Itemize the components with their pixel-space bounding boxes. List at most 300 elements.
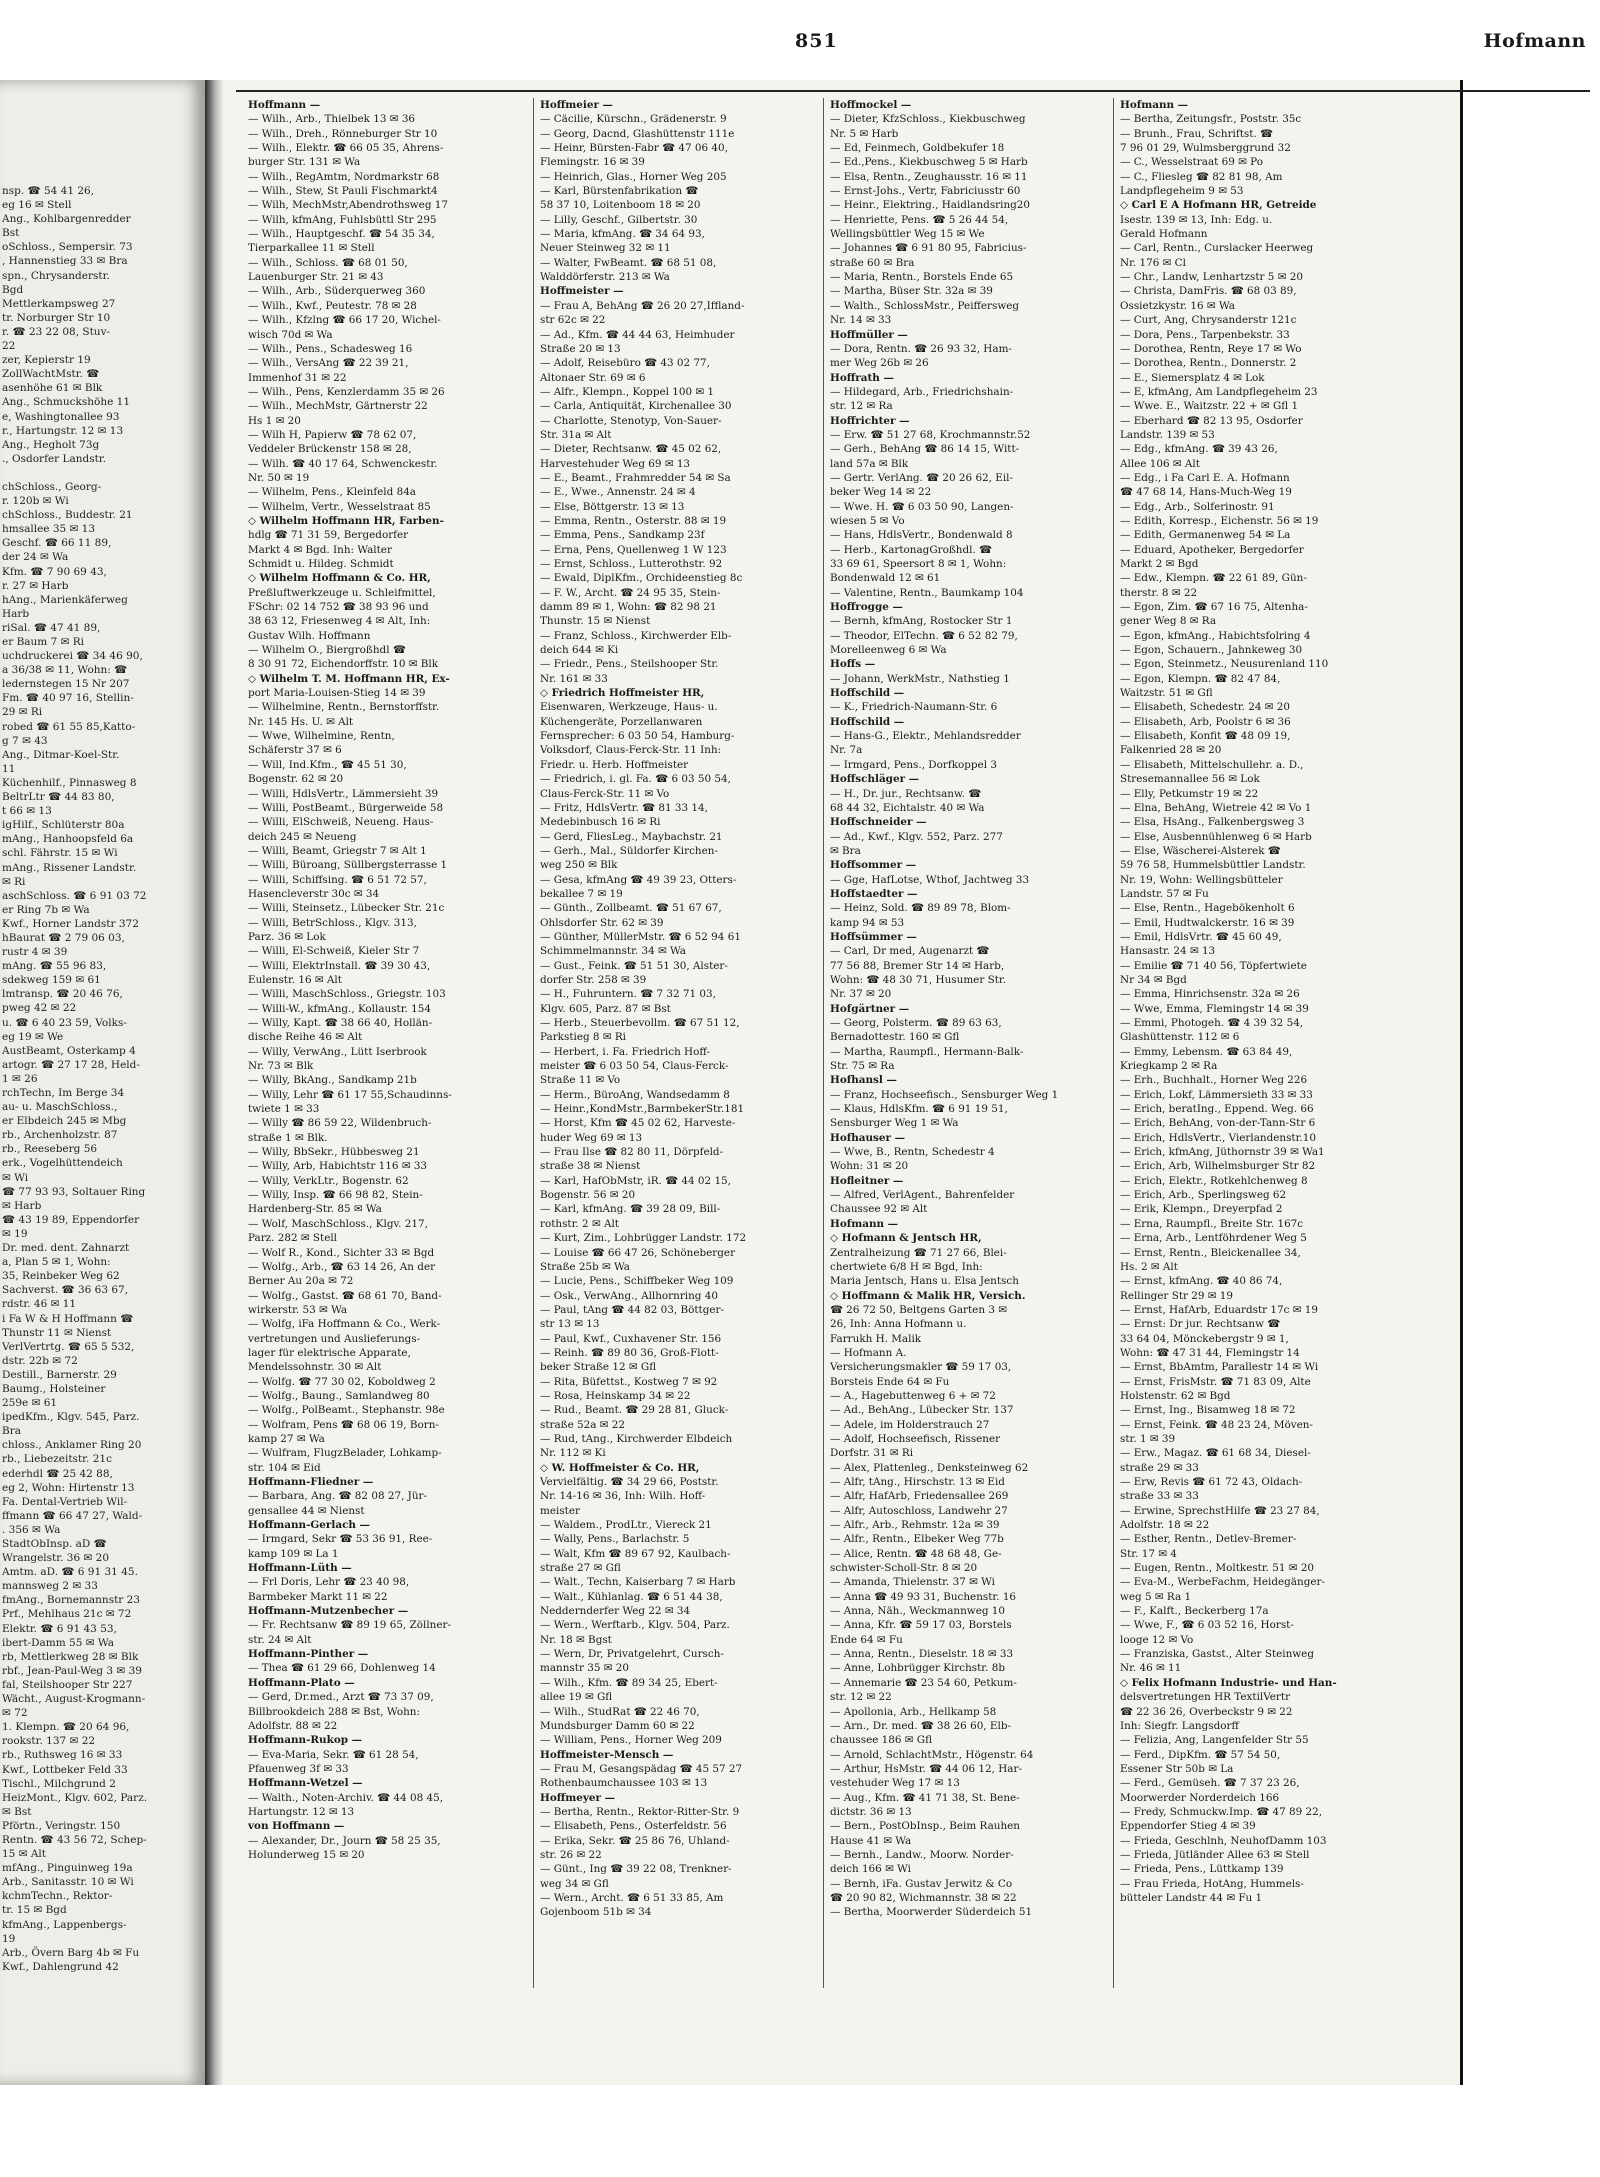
directory-entry-line: — Ernst, BbAmtm, Parallestr 14 ✉ Wi bbox=[1120, 1361, 1319, 1374]
directory-entry-line: Hofhauser — bbox=[830, 1131, 906, 1144]
directory-entry-line: — Emmy, Lebensm. ☎ 63 84 49, bbox=[1120, 1045, 1293, 1058]
directory-entry-line: — Horst, Kfm ☎ 45 02 62, Harveste- bbox=[540, 1117, 736, 1130]
directory-entry-line: — Wulfram, FlugzBelader, Lohkamp- bbox=[248, 1447, 442, 1460]
page-header bbox=[240, 30, 1586, 58]
directory-entry-line: — Ernst, FrisMstr. ☎ 71 83 09, Alte bbox=[1120, 1375, 1311, 1388]
directory-entry-line: — Ernst: Dr jur. Rechtsanw ☎ bbox=[1120, 1318, 1281, 1331]
directory-entry-line: ◇ Carl E A Hofmann HR, Getreide bbox=[1120, 199, 1317, 212]
directory-entry-line: — Willy, VerkLtr., Bogenstr. 62 bbox=[248, 1174, 409, 1187]
directory-entry-line: — Hans, HdlsVertr., Bondenwald 8 bbox=[830, 529, 1013, 542]
previous-page-line: eg 2, Wohn: Hirtenstr 13 bbox=[2, 1481, 135, 1494]
directory-entry-line: str. 12 ✉ 22 bbox=[830, 1691, 892, 1704]
previous-page-line: t 66 ✉ 13 bbox=[2, 805, 52, 818]
directory-entry-line: Medebinbusch 16 ✉ Ri bbox=[540, 816, 661, 829]
previous-page-line: er Baum 7 ✉ Ri bbox=[2, 636, 85, 648]
directory-entry-line: twiete 1 ✉ 33 bbox=[248, 1103, 320, 1116]
previous-page-line: , Hannenstieg 33 ✉ Bra bbox=[2, 255, 128, 268]
previous-page-line: Bra bbox=[2, 1425, 21, 1438]
directory-entry-line: — Willi, El-Schweiß, Kieler Str 7 bbox=[248, 945, 420, 958]
directory-entry-line: — Wilh. ☎ 40 17 64, Schwenckestr. bbox=[248, 457, 438, 470]
directory-entry-line: — Edg., Arb., Solferinostr. 91 bbox=[1120, 500, 1275, 513]
directory-entry-line: — Walth., Noten-Archiv. ☎ 44 08 45, bbox=[248, 1791, 444, 1804]
directory-entry-line: — Emil, HdlsVrtr. ☎ 45 60 49, bbox=[1120, 930, 1282, 943]
directory-entry-line: vertretungen und Auslieferungs- bbox=[248, 1332, 421, 1345]
previous-page-line: Kwf., Dahlengrund 42 bbox=[2, 1960, 119, 1973]
directory-entry-line: deich 166 ✉ Wi bbox=[830, 1863, 911, 1876]
directory-entry-line: — Anna, Kfr. ☎ 59 17 03, Borstels bbox=[830, 1619, 1012, 1632]
directory-entry-line: vestehuder Weg 17 ✉ 13 bbox=[830, 1777, 960, 1790]
previous-page-line: 29 ✉ Ri bbox=[2, 706, 43, 719]
directory-entry-line: — Franz, Schloss., Kirchwerder Elb- bbox=[540, 629, 732, 642]
directory-entry-line: — Frl Doris, Lehr ☎ 23 40 98, bbox=[248, 1576, 410, 1589]
directory-entry-line: hdlg ☎ 71 31 59, Bergedorfer bbox=[248, 529, 409, 542]
directory-entry-line: — Erw., Magaz. ☎ 61 68 34, Diesel- bbox=[1120, 1447, 1311, 1460]
directory-entry-line: Hoffrogge — bbox=[830, 601, 903, 614]
directory-entry-line: — Hildegard, Arb., Friedrichshain- bbox=[830, 385, 1014, 398]
directory-entry-line: Moorwerder Norderdeich 166 bbox=[1120, 1791, 1280, 1804]
directory-entry-line: — Wilh, MechMstr,Abendrothsweg 17 bbox=[248, 199, 448, 212]
directory-entry-line: — F., Kalft., Beckerberg 17a bbox=[1120, 1605, 1269, 1618]
directory-entry-line: ◇ Hofmann & Jentsch HR, bbox=[830, 1232, 982, 1245]
directory-entry-line: 26, Inh: Anna Hofmann u. bbox=[830, 1318, 967, 1331]
directory-entry-line: straße 29 ✉ 33 bbox=[1120, 1461, 1199, 1474]
column-divider bbox=[823, 98, 824, 1988]
directory-entry-line: Immenhof 31 ✉ 22 bbox=[248, 371, 347, 384]
previous-page-line: chSchloss., Buddestr. 21 bbox=[2, 509, 133, 522]
directory-entry-line: — Edith, Korresp., Eichenstr. 56 ✉ 19 bbox=[1120, 514, 1319, 527]
directory-entry-line: — Willi, Steinsetz., Lübecker Str. 21c bbox=[248, 902, 445, 915]
directory-entry-line: Berner Au 20a ✉ 72 bbox=[248, 1275, 354, 1288]
directory-entry-line: — Wwe, Wilhelmine, Rentn, bbox=[248, 730, 395, 743]
directory-entry-line: 59 76 58, Hummelsbüttler Landstr. bbox=[1120, 859, 1306, 872]
directory-entry-line: — Apollonia, Arb., Hellkamp 58 bbox=[830, 1705, 997, 1718]
directory-entry-line: — Willy ☎ 86 59 22, Wildenbruch- bbox=[248, 1117, 432, 1130]
directory-entry-line: str. 12 ✉ Ra bbox=[830, 400, 893, 413]
previous-page-line: Sachverst. ☎ 36 63 67, bbox=[2, 1284, 129, 1297]
directory-entry-line: — Willi-W., kfmAng., Kollaustr. 154 bbox=[248, 1002, 431, 1015]
directory-entry-line: — Frau A, BehAng ☎ 26 20 27,Iffland- bbox=[540, 299, 745, 312]
directory-entry-line: — Wern., Archt. ☎ 6 51 33 85, Am bbox=[540, 1891, 724, 1904]
directory-entry-line: — Wilh., Hauptgeschf. ☎ 54 35 34, bbox=[248, 228, 435, 241]
directory-entry-line: — Willi, HdlsVertr., Lämmersieht 39 bbox=[248, 787, 439, 800]
directory-entry-line: — Günth., Zollbeamt. ☎ 51 67 67, bbox=[540, 902, 722, 915]
directory-entry-line: Eppendorfer Stieg 4 ✉ 39 bbox=[1120, 1820, 1256, 1833]
directory-entry-line: mannstr 35 ✉ 20 bbox=[540, 1662, 629, 1675]
directory-entry-line: — Charlotte, Stenotyp, Von-Sauer- bbox=[540, 414, 722, 427]
directory-entry-line: Friedr. u. Herb. Hoffmeister bbox=[540, 758, 689, 771]
directory-entry-line: — Rita, Büfettst., Kostweg 7 ✉ 92 bbox=[540, 1375, 718, 1388]
directory-entry-line: — Eberhard ☎ 82 13 95, Osdorfer bbox=[1120, 414, 1303, 427]
directory-entry-line: Landstr. 139 ✉ 53 bbox=[1120, 428, 1215, 441]
previous-page-line: mAng. ☎ 55 96 83, bbox=[2, 960, 107, 973]
directory-entry-line: — Emma, Rentn., Osterstr. 88 ✉ 19 bbox=[540, 514, 727, 527]
directory-entry-line: Küchengeräte, Porzellanwaren bbox=[540, 715, 703, 728]
directory-entry-line: 68 44 32, Eichtalstr. 40 ✉ Wa bbox=[830, 801, 985, 814]
directory-entry-line: — Henriette, Pens. ☎ 5 26 44 54, bbox=[830, 213, 1009, 226]
directory-entry-line: Eulenstr. 16 ✉ Alt bbox=[248, 973, 342, 986]
previous-page-line: kchmTechn., Rektor- bbox=[2, 1890, 113, 1903]
directory-entry-line: Inh: Siegfr. Langsdorff bbox=[1120, 1719, 1239, 1732]
previous-page-line: tr. 15 ✉ Bgd bbox=[2, 1904, 67, 1917]
directory-entry-line: — Adele, im Holderstrauch 27 bbox=[830, 1418, 990, 1431]
directory-entry-line: Pfauenweg 3f ✉ 33 bbox=[248, 1762, 349, 1775]
directory-entry-line: Walddörferstr. 213 ✉ Wa bbox=[540, 271, 670, 284]
directory-entry-line: Nr. 7a bbox=[830, 744, 863, 757]
directory-entry-line: Nr 34 ✉ Bgd bbox=[1120, 973, 1187, 986]
directory-entry-line: — Wern, Dr, Privatgelehrt, Cursch- bbox=[540, 1648, 724, 1661]
directory-entry-line: — Erich, Elektr., Rotkehlchenweg 8 bbox=[1120, 1174, 1308, 1187]
directory-entry-line: Thunstr. 15 ✉ Nienst bbox=[540, 615, 651, 628]
directory-entry-line: — Theodor, ElTechn. ☎ 6 52 82 79, bbox=[830, 629, 1018, 642]
directory-entry-line: — Ed.,Pens., Kiekbuschweg 5 ✉ Harb bbox=[830, 156, 1028, 169]
directory-entry-line: — Wilhelm, Pens., Kleinfeld 84a bbox=[248, 486, 417, 499]
directory-entry-line: burger Str. 131 ✉ Wa bbox=[248, 156, 361, 169]
directory-entry-line: — Reinh. ☎ 89 80 36, Groß-Flott- bbox=[540, 1346, 719, 1359]
previous-page-line: Kwf., Horner Landstr 372 bbox=[2, 917, 139, 930]
directory-entry-line: dorfer Str. 258 ✉ 39 bbox=[540, 973, 647, 986]
directory-entry-line: ◇ Friedrich Hoffmeister HR, bbox=[540, 687, 705, 700]
directory-entry-line: Kriegkamp 2 ✉ Ra bbox=[1120, 1060, 1218, 1073]
directory-entry-line: Wellingsbüttler Weg 15 ✉ We bbox=[830, 228, 985, 241]
previous-page-line: . 356 ✉ Wa bbox=[2, 1523, 61, 1536]
directory-entry-line: — Willi, Büroang, Süllbergsterrasse 1 bbox=[248, 859, 448, 872]
directory-entry-line: — Alfr, tAng., Hirschstr. 13 ✉ Eid bbox=[830, 1476, 1005, 1488]
directory-entry-line: — Wilh., Elektr. ☎ 66 05 35, Ahrens- bbox=[248, 142, 444, 155]
directory-entry-line: Holstenstr. 62 ✉ Bgd bbox=[1120, 1389, 1231, 1402]
previous-page-line: riSal. ☎ 47 41 89, bbox=[2, 621, 101, 634]
directory-entry-line: Straße 20 ✉ 13 bbox=[540, 342, 621, 355]
previous-page-line: 1 ✉ 26 bbox=[2, 1072, 38, 1085]
directory-entry-line: — Erich, Arb., Sperlingsweg 62 bbox=[1120, 1189, 1287, 1202]
previous-page-line: Tischl., Milchgrund 2 bbox=[2, 1777, 116, 1790]
directory-entry-line: — Wilh, kfmAng, Fuhlsbüttl Str 295 bbox=[248, 213, 437, 226]
directory-entry-line: Str. 17 ✉ 4 bbox=[1120, 1547, 1177, 1560]
directory-entry-line: dische Reihe 46 ✉ Alt bbox=[248, 1031, 363, 1044]
directory-entry-line: str. 26 ✉ 22 bbox=[540, 1848, 602, 1861]
directory-entry-line: — Bernh, iFa. Gustav Jerwitz & Co bbox=[830, 1877, 1013, 1890]
directory-entry-line: — Dorothea, Rentn., Donnerstr. 2 bbox=[1120, 357, 1297, 370]
directory-entry-line: — Walter, FwBeamt. ☎ 68 51 08, bbox=[540, 256, 717, 269]
directory-entry-line: — Herb., KartonagGroßhdl. ☎ bbox=[830, 543, 993, 556]
directory-entry-line: — Eduard, Apotheker, Bergedorfer bbox=[1120, 543, 1304, 556]
directory-entry-line: straße 1 ✉ Blk. bbox=[248, 1131, 328, 1144]
directory-entry-line: deich 245 ✉ Neueng bbox=[248, 830, 357, 843]
previous-page-column bbox=[2, 184, 192, 1974]
directory-entry-line: Nr. 50 ✉ 19 bbox=[248, 471, 310, 484]
directory-entry-line: — Wally, Pens., Barlachstr. 5 bbox=[540, 1533, 690, 1546]
previous-page-line bbox=[2, 466, 192, 480]
directory-entry-line: Hoffmeister — bbox=[540, 285, 624, 298]
directory-entry-line: — Eva-Maria, Sekr. ☎ 61 28 54, bbox=[248, 1748, 419, 1761]
directory-entry-line: — Wwe. E., Waitzstr. 22 + ✉ Gfl 1 bbox=[1120, 400, 1299, 413]
directory-entry-line: — Willy, Lehr ☎ 61 17 55,Schaudinns- bbox=[248, 1088, 452, 1101]
directory-entry-line: — Wilh., Kfm. ☎ 89 34 25, Ebert- bbox=[540, 1676, 718, 1689]
previous-page-edge bbox=[0, 80, 207, 2085]
previous-page-line: mAng., Rissener Landstr. bbox=[2, 861, 137, 874]
previous-page-line: Baumg., Holsteiner bbox=[2, 1382, 106, 1395]
directory-entry-line: Nr. 46 ✉ 11 bbox=[1120, 1662, 1182, 1675]
previous-page-line: igHilf., Schlüterstr 80a bbox=[2, 819, 125, 832]
directory-entry-line: — Georg, Polsterm. ☎ 89 63 63, bbox=[830, 1017, 1002, 1029]
directory-entry-line: chertwiete 6/8 H ✉ Bgd, Inh: bbox=[830, 1260, 983, 1273]
directory-entry-line: — Gerd, FliesLeg., Maybachstr. 21 bbox=[540, 830, 723, 843]
directory-entry-line: rothstr. 2 ✉ Alt bbox=[540, 1217, 619, 1230]
directory-entry-line: — Franz, Hochseefisch., Sensburger Weg 1 bbox=[830, 1088, 1059, 1101]
directory-entry-line: Bondenwald 12 ✉ 61 bbox=[830, 572, 941, 585]
directory-entry-line: Nr. 18 ✉ Bgst bbox=[540, 1633, 612, 1646]
directory-entry-line: land 57a ✉ Blk bbox=[830, 457, 909, 470]
directory-entry-line: mer Weg 26b ✉ 26 bbox=[830, 357, 929, 370]
directory-entry-line: — Wilh., Pens., Schadesweg 16 bbox=[248, 342, 413, 355]
previous-page-line: hAng., Marienkäferweg bbox=[2, 593, 128, 606]
directory-entry-line: looge 12 ✉ Vo bbox=[1120, 1633, 1194, 1646]
directory-entry-line: Allee 106 ✉ Alt bbox=[1120, 457, 1200, 470]
directory-entry-line: — Walth., SchlossMstr., Peiffersweg bbox=[830, 299, 1020, 312]
previous-page-line: ☎ 43 19 89, Eppendorfer bbox=[2, 1213, 140, 1226]
previous-page-line: rdstr. 46 ✉ 11 bbox=[2, 1298, 77, 1311]
previous-page-line: ederhdl ☎ 25 42 88, bbox=[2, 1467, 113, 1480]
directory-entry-line: — Eva-M., WerbeFachm, Heidegänger- bbox=[1120, 1576, 1325, 1589]
directory-entry-line: — Karl, HafObMstr, iR. ☎ 44 02 15, bbox=[540, 1174, 731, 1187]
directory-entry-line: beker Weg 14 ✉ 22 bbox=[830, 486, 932, 499]
directory-entry-line: weg 34 ✉ Gfl bbox=[540, 1877, 609, 1890]
previous-page-line: BeltrLtr ☎ 44 83 80, bbox=[2, 791, 115, 804]
previous-page-line: chloss., Anklamer Ring 20 bbox=[2, 1439, 142, 1452]
directory-entry-line: — Else, Böttgerstr. 13 ✉ 13 bbox=[540, 500, 685, 513]
directory-entry-line: 77 56 88, Bremer Str 14 ✉ Harb, bbox=[830, 959, 1005, 972]
previous-page-line: ffmann ☎ 66 47 27, Wald- bbox=[2, 1509, 143, 1522]
directory-entry-line: — Alfr, Autoschloss, Landwehr 27 bbox=[830, 1504, 1008, 1517]
previous-page-line: 22 bbox=[2, 340, 16, 353]
previous-page-line: ledernstegen 15 Nr 207 bbox=[2, 678, 130, 691]
directory-entry-line: Nr. 161 ✉ 33 bbox=[540, 672, 608, 685]
directory-entry-line: Neuer Steinweg 32 ✉ 11 bbox=[540, 242, 671, 255]
directory-entry-line: Hoffmeister-Mensch — bbox=[540, 1748, 674, 1761]
directory-entry-line: Hoffmann-Plato — bbox=[248, 1676, 355, 1689]
previous-page-line: Pförtn., Veringstr. 150 bbox=[2, 1819, 121, 1832]
directory-entry-line: — Wwe, Emma, Flemingstr 14 ✉ 39 bbox=[1120, 1002, 1309, 1015]
directory-entry-line: — Eugen, Rentn., Moltkestr. 51 ✉ 20 bbox=[1120, 1562, 1315, 1575]
column-divider bbox=[533, 98, 534, 1988]
directory-entry-line: — Wilh., Kwf., Peutestr. 78 ✉ 28 bbox=[248, 299, 417, 312]
directory-entry-line: — Elly, Petkumstr 19 ✉ 22 bbox=[1120, 787, 1259, 800]
directory-entry-line: Vervielfältig. ☎ 34 29 66, Poststr. bbox=[540, 1476, 719, 1488]
previous-page-line: rustr 4 ✉ 39 bbox=[2, 946, 68, 959]
directory-entry-line: ◇ Wilhelm Hoffmann & Co. HR, bbox=[248, 572, 431, 585]
directory-entry-line: — Gerd, Dr.med., Arzt ☎ 73 37 09, bbox=[248, 1691, 434, 1704]
directory-entry-line: — Arnold, SchlachtMstr., Högenstr. 64 bbox=[830, 1748, 1034, 1761]
directory-entry-line: port Maria-Louisen-Stieg 14 ✉ 39 bbox=[248, 687, 426, 700]
previous-page-line: tr. Norburger Str 10 bbox=[2, 311, 111, 324]
directory-entry-line: ☎ 22 36 26, Overbeckstr 9 ✉ 22 bbox=[1120, 1705, 1293, 1718]
previous-page-line: 259e ✉ 61 bbox=[2, 1397, 58, 1410]
directory-entry-line: — Herbert, i. Fa. Friedrich Hoff- bbox=[540, 1045, 710, 1058]
directory-entry-line: Markt 4 ✉ Bgd. Inh: Walter bbox=[248, 543, 392, 556]
directory-entry-line: — Amanda, Thielenstr. 37 ✉ Wi bbox=[830, 1576, 995, 1589]
directory-entry-line: Flemingstr. 16 ✉ 39 bbox=[540, 156, 645, 169]
directory-entry-line: — Herb., Steuerbevollm. ☎ 67 51 12, bbox=[540, 1017, 740, 1029]
directory-entry-line: — Wilh., Pens, Kenzlerdamm 35 ✉ 26 bbox=[248, 385, 445, 398]
directory-entry-line: Nr. 176 ✉ Cl bbox=[1120, 256, 1186, 269]
directory-entry-line: — Else, Ausbennühlenweg 6 ✉ Harb bbox=[1120, 830, 1312, 843]
directory-entry-line: — Alfr, HafArb, Friedensallee 269 bbox=[830, 1490, 1009, 1503]
previous-page-line: Prf., Mehlhaus 21c ✉ 72 bbox=[2, 1608, 132, 1621]
directory-entry-line: — Edith, Germanenweg 54 ✉ La bbox=[1120, 529, 1291, 542]
directory-entry-line: Wohn: ☎ 48 30 71, Husumer Str. bbox=[830, 973, 1007, 986]
directory-entry-line: Schäferstr 37 ✉ 6 bbox=[248, 744, 342, 757]
previous-page-line: r. ☎ 23 22 08, Stuv- bbox=[2, 325, 111, 338]
directory-entry-line: — Emmi, Photogeh. ☎ 4 39 32 54, bbox=[1120, 1017, 1304, 1029]
directory-entry-line: Parz. 36 ✉ Lok bbox=[248, 930, 326, 943]
directory-entry-line: Hoffmann — bbox=[248, 99, 321, 111]
directory-column-4 bbox=[1120, 98, 1448, 1905]
directory-entry-line: Neddernderfer Weg 22 ✉ 34 bbox=[540, 1605, 691, 1618]
directory-column-1 bbox=[248, 98, 526, 1862]
directory-entry-line: Bogenstr. 56 ✉ 20 bbox=[540, 1189, 636, 1202]
directory-entry-line: Claus-Ferck-Str. 11 ✉ Vo bbox=[540, 787, 670, 800]
directory-entry-line: — Erich, BehAng, von-der-Tann-Str 6 bbox=[1120, 1117, 1316, 1130]
directory-entry-line: ✉ Bra bbox=[830, 844, 861, 857]
directory-entry-line: — C., Wesselstraat 69 ✉ Po bbox=[1120, 156, 1264, 169]
directory-entry-line: — Edw., Klempn. ☎ 22 61 89, Gün- bbox=[1120, 572, 1307, 585]
directory-entry-line: — Willi, Schiffsing. ☎ 6 51 72 57, bbox=[248, 873, 427, 886]
directory-entry-line: kamp 94 ✉ 53 bbox=[830, 916, 905, 929]
previous-page-line: ☎ 77 93 93, Soltauer Ring bbox=[2, 1185, 146, 1198]
directory-entry-line: — Brunh., Frau, Schriftst. ☎ bbox=[1120, 127, 1273, 140]
directory-entry-line: — Willi, PostBeamt., Bürgerweide 58 bbox=[248, 801, 444, 814]
directory-entry-line: — Wern., Werftarb., Klgv. 504, Parz. bbox=[540, 1619, 730, 1632]
directory-entry-line: — K., Friedrich-Naumann-Str. 6 bbox=[830, 701, 998, 714]
directory-entry-line: Lauenburger Str. 21 ✉ 43 bbox=[248, 271, 384, 284]
directory-entry-line: bekallee 7 ✉ 19 bbox=[540, 887, 623, 900]
previous-page-line: rchTechn, Im Berge 34 bbox=[2, 1087, 125, 1099]
directory-entry-line: Essener Str 50b ✉ La bbox=[1120, 1762, 1234, 1775]
directory-entry-line: Hause 41 ✉ Wa bbox=[830, 1834, 912, 1847]
directory-entry-line: Hoffmann-Mutzenbecher — bbox=[248, 1605, 409, 1618]
directory-entry-line: — Georg, Dacnd, Glashüttenstr 111e bbox=[540, 127, 735, 140]
directory-entry-line: — Elna, BehAng, Wietreie 42 ✉ Vo 1 bbox=[1120, 801, 1312, 814]
previous-page-line: Ang., Hegholt 73g bbox=[2, 438, 100, 451]
directory-entry-line: — Alfr., Arb., Rehmstr. 12a ✉ 39 bbox=[830, 1519, 1000, 1532]
previous-page-line: ✉ Wi bbox=[2, 1171, 29, 1184]
directory-entry-line: — Elisabeth, Schedestr. 24 ✉ 20 bbox=[1120, 701, 1290, 714]
directory-entry-line: — Heinr., Elektring., Haidlandsring20 bbox=[830, 199, 1031, 212]
directory-entry-line: — Ernst, kfmAng. ☎ 40 86 74, bbox=[1120, 1275, 1283, 1288]
directory-entry-line: — Alice, Rentn. ☎ 48 68 48, Ge- bbox=[830, 1547, 1002, 1560]
previous-page-line: Dr. med. dent. Zahnarzt bbox=[2, 1242, 130, 1255]
directory-entry-line: meister bbox=[540, 1504, 580, 1517]
directory-entry-line: von Hoffmann — bbox=[248, 1820, 345, 1833]
directory-entry-line: — Johann, WerkMstr., Nathstieg 1 bbox=[830, 672, 1010, 685]
directory-entry-line: Bogenstr. 62 ✉ 20 bbox=[248, 773, 344, 786]
directory-entry-line: — Frau Ilse ☎ 82 80 11, Dörpfeld- bbox=[540, 1146, 724, 1159]
directory-entry-line: — Wolfg. ☎ 77 30 02, Koboldweg 2 bbox=[248, 1375, 436, 1388]
directory-entry-line: Harvestehuder Weg 69 ✉ 13 bbox=[540, 457, 691, 470]
directory-entry-line: — A., Hagebuttenweg 6 + ✉ 72 bbox=[830, 1389, 996, 1402]
directory-entry-line: — Ewald, DiplKfm., Orchideenstieg 8c bbox=[540, 572, 743, 585]
directory-entry-line: kamp 109 ✉ La 1 bbox=[248, 1547, 339, 1560]
previous-page-line: Fa. Dental-Vertrieb Wil- bbox=[2, 1495, 128, 1508]
directory-entry-line: Falkenried 28 ✉ 20 bbox=[1120, 744, 1222, 757]
directory-entry-line: Klgv. 605, Parz. 87 ✉ Bst bbox=[540, 1002, 671, 1015]
directory-entry-line: — Karl, Bürstenfabrikation ☎ bbox=[540, 185, 699, 198]
directory-entry-line: — Ad., BehAng., Lübecker Str. 137 bbox=[830, 1404, 1014, 1417]
directory-entry-line: Altonaer Str. 69 ✉ 6 bbox=[540, 371, 646, 384]
directory-entry-line: — Carl, Rentn., Curslacker Heerweg bbox=[1120, 242, 1314, 255]
directory-entry-line: — Wilh., StudRat ☎ 22 46 70, bbox=[540, 1705, 700, 1718]
directory-entry-line: — Willy, VerwAng., Lütt Iserbrook bbox=[248, 1045, 427, 1058]
directory-entry-line: Farrukh H. Malik bbox=[830, 1332, 922, 1345]
previous-page-line: asenhöhe 61 ✉ Blk bbox=[2, 382, 103, 395]
directory-entry-line: — Adolf, Hochseefisch, Rissener bbox=[830, 1432, 1001, 1445]
previous-page-line: mAng., Hanhoopsfeld 6a bbox=[2, 833, 134, 846]
directory-entry-line: therstr. 8 ✉ 22 bbox=[1120, 586, 1198, 599]
directory-entry-line: Nr. 14 ✉ 33 bbox=[830, 314, 892, 327]
directory-entry-line: Nr. 14-16 ✉ 36, Inh: Wilh. Hoff- bbox=[540, 1490, 706, 1503]
directory-entry-line: Ohlsdorfer Str. 62 ✉ 39 bbox=[540, 916, 664, 929]
previous-page-line: hBaurat ☎ 2 79 06 03, bbox=[2, 931, 125, 944]
directory-entry-line: Nr. 73 ✉ Blk bbox=[248, 1060, 314, 1073]
directory-entry-line: — Annemarie ☎ 23 54 60, Petkum- bbox=[830, 1676, 1017, 1689]
directory-entry-line: ☎ 20 90 82, Wichmannstr. 38 ✉ 22 bbox=[830, 1891, 1017, 1904]
directory-entry-line: — Ernst, Schloss., Lutterothstr. 92 bbox=[540, 558, 723, 570]
directory-entry-line: — Kurt, Zim., Lohbrügger Landstr. 172 bbox=[540, 1232, 747, 1245]
directory-entry-line: huder Weg 69 ✉ 13 bbox=[540, 1131, 643, 1144]
directory-entry-line: — Alex, Plattenleg., Denksteinweg 62 bbox=[830, 1461, 1029, 1474]
previous-page-line: i Fa W & H Hoffmann ☎ bbox=[2, 1312, 134, 1325]
directory-entry-line: — Cäcilie, Kürschn., Grädenerstr. 9 bbox=[540, 113, 727, 126]
directory-entry-line: — Ad., Kfm. ☎ 44 44 63, Heimhuder bbox=[540, 328, 735, 341]
directory-entry-line: — Egon, Klempn. ☎ 82 47 84, bbox=[1120, 672, 1281, 685]
directory-entry-line: — Wilhelm O., Biergroßhdl ☎ bbox=[248, 644, 406, 657]
directory-entry-line: meister ☎ 6 03 50 54, Claus-Ferck- bbox=[540, 1060, 729, 1073]
previous-page-line: g 7 ✉ 43 bbox=[2, 734, 48, 747]
directory-entry-line: weg 5 ✉ Ra 1 bbox=[1120, 1590, 1192, 1603]
previous-page-line: kfmAng., Lappenbergs- bbox=[2, 1918, 127, 1931]
directory-entry-line: 33 69 61, Speersort 8 ✉ 1, Wohn: bbox=[830, 558, 1007, 570]
directory-entry-line: — Johannes ☎ 6 91 80 95, Fabricius- bbox=[830, 242, 1027, 255]
directory-entry-line: — Dorothea, Rentn, Reye 17 ✉ Wo bbox=[1120, 342, 1302, 355]
previous-page-line: rb., Liebezeitstr. 21c bbox=[2, 1453, 112, 1466]
directory-entry-line: — Herm., BüroAng, Wandsedamm 8 bbox=[540, 1088, 730, 1101]
directory-entry-line: — Lilly, Geschf., Gilbertstr. 30 bbox=[540, 213, 698, 226]
directory-entry-line: — Wolfg., Arb., ☎ 63 14 26, An der bbox=[248, 1260, 436, 1273]
directory-entry-line: — Dieter, KfzSchloss., Kiekbuschweg bbox=[830, 113, 1026, 126]
directory-entry-line: — Willi, Beamt, Griegstr 7 ✉ Alt 1 bbox=[248, 844, 427, 857]
directory-entry-line: Hoffmockel — bbox=[830, 99, 912, 111]
directory-entry-line: — Bertha, Rentn., Rektor-Ritter-Str. 9 bbox=[540, 1805, 740, 1818]
previous-page-line: Geschf. ☎ 66 11 89, bbox=[2, 537, 112, 550]
previous-page-line: Wächt., August-Krogmann- bbox=[2, 1693, 146, 1706]
directory-entry-line: — Elisabeth, Arb, Poolstr 6 ✉ 36 bbox=[1120, 715, 1291, 728]
directory-entry-line: — Frieda, Jütländer Allee 63 ✉ Stell bbox=[1120, 1848, 1310, 1861]
directory-entry-line: ◇ W. Hoffmeister & Co. HR, bbox=[540, 1461, 700, 1474]
directory-entry-line: Morelleenweg 6 ✉ Wa bbox=[830, 644, 947, 657]
directory-entry-line: — Erich, HdlsVertr., Vierlandenstr.10 bbox=[1120, 1131, 1316, 1144]
directory-entry-line: Chaussee 92 ✉ Alt bbox=[830, 1203, 928, 1216]
directory-entry-line: Veddeler Brückenstr 158 ✉ 28, bbox=[248, 443, 412, 456]
directory-entry-line: — Wwe. H. ☎ 6 03 50 90, Langen- bbox=[830, 500, 1014, 513]
directory-entry-line: — Arthur, HsMstr. ☎ 44 06 12, Har- bbox=[830, 1762, 1022, 1775]
directory-entry-line: ◇ Wilhelm Hoffmann HR, Farben- bbox=[248, 514, 444, 527]
previous-page-line: e, Washingtonallee 93 bbox=[2, 410, 120, 423]
directory-entry-line: Hansastr. 24 ✉ 13 bbox=[1120, 945, 1216, 958]
directory-entry-line: — Felizia, Ang, Langenfelder Str 55 bbox=[1120, 1734, 1309, 1747]
directory-entry-line: Hofgärtner — bbox=[830, 1002, 910, 1015]
directory-entry-line: — Rud., Beamt. ☎ 29 28 81, Gluck- bbox=[540, 1404, 729, 1417]
directory-entry-line: — Hofmann A. bbox=[830, 1346, 907, 1359]
directory-entry-line: — Carl, Dr med, Augenarzt ☎ bbox=[830, 945, 990, 958]
